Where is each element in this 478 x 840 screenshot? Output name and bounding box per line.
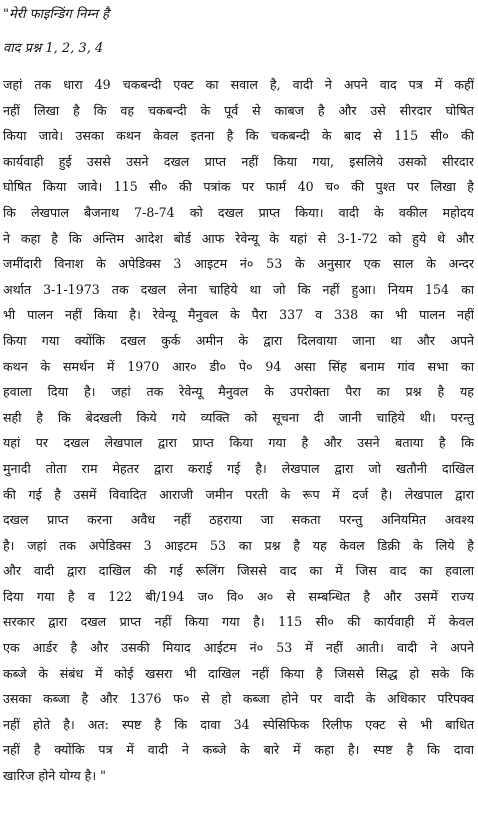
issues-line: वाद प्रश्न 1, 2, 3, 4 bbox=[3, 41, 104, 56]
paragraph-line: सरकार द्वारा दखल प्राप्त नहीं किया गया है। 115 सी० की कार्यवाही में केवल bbox=[3, 614, 474, 630]
paragraph-line: एक आर्डर है और उसकी मियाद आईटम नं० 53 में नहीं आती। वादी ने अपने bbox=[3, 640, 474, 656]
paragraph-line: यहां पर दखल लेखपाल द्वारा प्राप्त किया गया है और उसने बताया है कि bbox=[3, 435, 474, 451]
paragraph-line: की गई है उसमें विवादित आराजी जमीन परती के रूप में दर्ज है। लेखपाल द्वारा bbox=[3, 486, 474, 502]
paragraph-line: कथन के समर्थन में 1970 आर० डी० पे० 94 असा सिंह बनाम गांव सभा का bbox=[3, 358, 474, 374]
paragraph-line: खारिज होने योग्य है। " bbox=[3, 768, 106, 784]
findings-paragraph bbox=[3, 72, 474, 789]
paragraph-line: और वादी द्वारा दाखिल की गई रूलिंग जिससे वाद का में जिस वाद का हवाला bbox=[3, 563, 474, 579]
paragraph-line: कब्जे के संबंध में कोई खसरा भी दाखिल नहीं किया है जिससे सिद्ध हो सके कि bbox=[3, 665, 474, 681]
paragraph-line: नहीं लिखा है कि वह चकबन्दी के पूर्व से काबज है और उसे सीरदार घोषित bbox=[3, 102, 474, 118]
paragraph-line: नहीं है क्योंकि पत्र में वादी ने कब्जे के बारे में कहा है। स्पष्ट है कि दावा bbox=[3, 742, 474, 758]
paragraph-line: उसका कब्जा है और 1376 फ० से हो कब्जा होने पर वादी के अधिकार परिपक्व bbox=[3, 691, 474, 707]
paragraph-line: अर्थात 3-1-1973 तक दखल लेना चाहिये था जो कि नहीं हुआ। नियम 154 का bbox=[3, 281, 474, 297]
paragraph-line: जहां तक धारा 49 चकबन्दी एक्ट का सवाल है, वादी ने अपने वाद पत्र में कहीं bbox=[3, 77, 474, 92]
paragraph-line: है। जहां तक अपेडिक्स 3 आइटम 53 का प्रश्न है यह केवल डिक्री के लिये है bbox=[3, 537, 474, 553]
paragraph-line: किया गया क्योंकि दखल कुर्क अमीन के द्वारा दिलवाया जाना था और अपने bbox=[3, 332, 474, 348]
paragraph-line: भी पालन नहीं किया है। रेवेन्यू मैनुवल के पैरा 337 व 338 का भी पालन नहीं bbox=[3, 307, 474, 323]
paragraph-line: जमींदारी विनाश के अपेडिक्स 3 आइटम नं० 53 के अनुसार एक साल के अन्दर bbox=[3, 256, 474, 272]
paragraph-line: नहीं होते है। अत: स्पष्ट है कि दावा 34 स्पेसिफिक रिलीफ एक्ट से भी बाधित bbox=[3, 716, 474, 732]
paragraph-line: मुनादी तोता राम मेहतर द्वारा कराई गई है। लेखपाल द्वारा जो खतौनी दाखिल bbox=[3, 460, 474, 476]
paragraph-line: सही है कि बेदखली किये गये व्यक्ति को सूचना दी जानी चाहिये थी। परन्तु bbox=[3, 409, 474, 425]
paragraph-line: कि लेखपाल बैजनाथ 7-8-74 को दखल प्राप्त किया। वादी के वकील महोदय bbox=[3, 204, 474, 220]
paragraph-line: किया जावे। उसका कथन केवल इतना है कि चकबन्दी के बाद से 115 सी० की bbox=[3, 128, 474, 144]
paragraph-line: दखल प्राप्त करना अवैध नहीं ठहराया जा सकता परन्तु अनियमित अवश्य bbox=[3, 512, 474, 528]
paragraph-line: कार्यवाही हुई उससे उसने दखल प्राप्त नहीं किया गया, इसलिये उसको सीरदार bbox=[3, 153, 474, 169]
paragraph-line: दिया गया है व 122 बी/194 ज० वि० अ० से सम्बन्धित है और उसमें राज्य bbox=[3, 588, 474, 604]
paragraph-line: ने कहा है कि अन्तिम आदेश बोर्ड आफ रेवेन्यू के यहां से 3-1-72 को हुये थे और bbox=[3, 230, 474, 246]
paragraph-line: घोषित किया जावे। 115 सी० की पत्रांक पर फार्म 40 च० की पुश्त पर लिखा है bbox=[3, 179, 474, 195]
findings-heading: "मेरी फाइन्डिंग निम्न है bbox=[3, 7, 109, 22]
paragraph-line: हवाला दिया है। जहां तक रेवेन्यू मैनुवल के उपरोक्ता पैरा का प्रश्न है यह bbox=[3, 384, 474, 400]
